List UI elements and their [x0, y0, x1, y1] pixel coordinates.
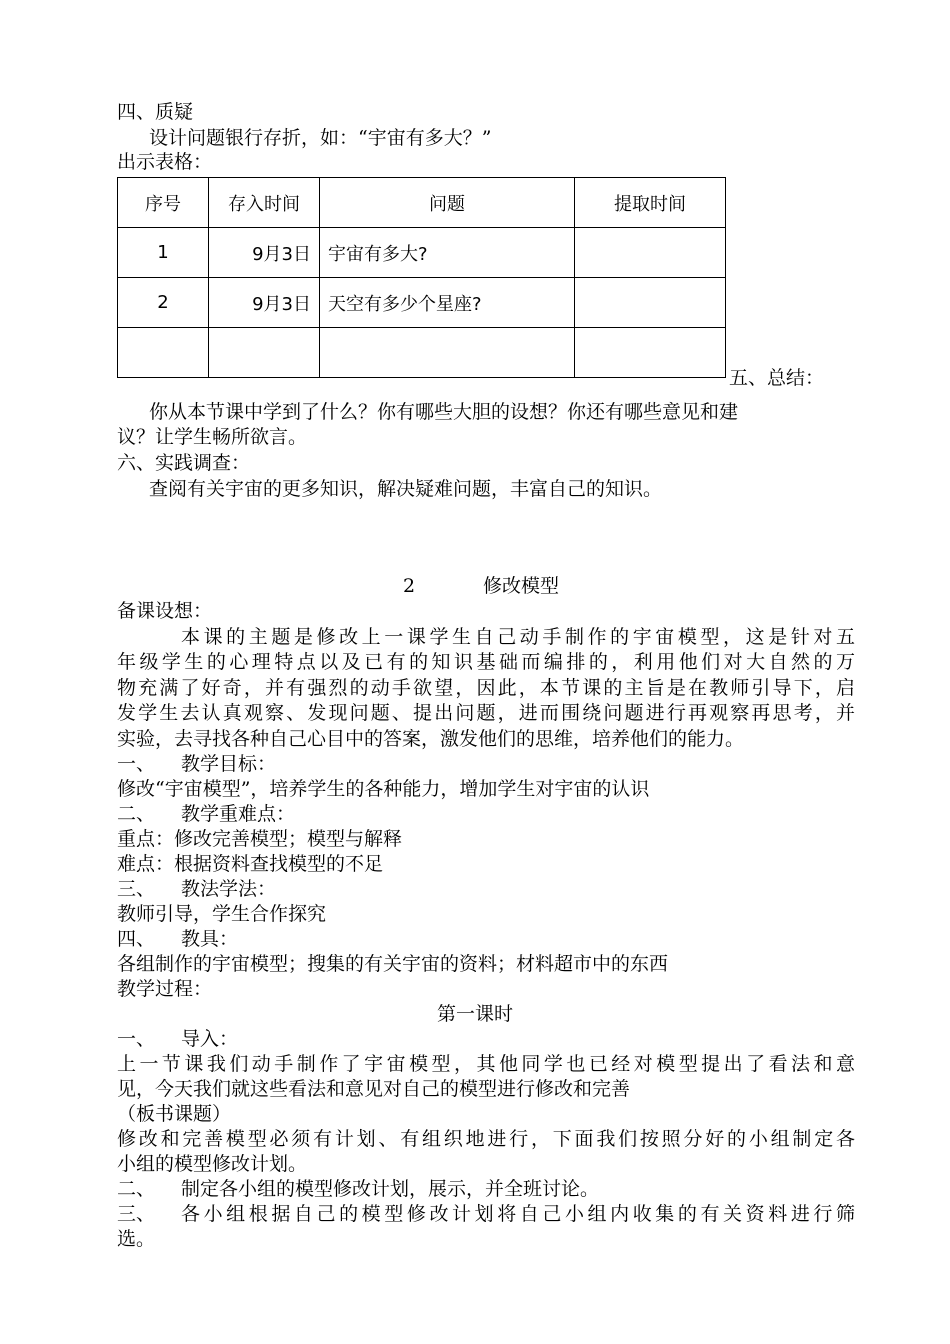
section6-heading: 六、实践调查：: [117, 452, 251, 474]
section6-text: 查阅有关宇宙的更多知识，解决疑难问题，丰富自己的知识。: [149, 478, 663, 500]
intro-line2: 见，今天我们就这些看法和意见对自己的模型进行修改和完善: [117, 1078, 631, 1100]
table-header-row: [118, 178, 726, 228]
cell-question: [320, 328, 575, 378]
step2-text: 制定各小组的模型修改计划，展示，并全班讨论。: [181, 1178, 600, 1200]
cell-withdraw-time: [575, 278, 726, 328]
tools-text: 各组制作的宇宙模型；搜集的有关宇宙的资料；材料超市中的东西: [117, 953, 669, 975]
board-note: （板书课题）: [117, 1103, 232, 1125]
intro-line1: 上一节课我们动手制作了宇宙模型，其他同学也已经对模型提出了看法和意: [117, 1053, 855, 1075]
intro-number: 一、: [117, 1028, 156, 1050]
cell-question: 宇宙有多大?: [320, 228, 575, 278]
key-number: 二、: [117, 803, 156, 825]
section4-intro: 设计问题银行存折，如：“宇宙有多大？”: [149, 127, 492, 149]
prep-line: 年级学生的心理特点以及已有的知识基础而编排的，利用他们对大自然的万: [117, 651, 855, 673]
section5-heading: 五、总结：: [729, 367, 825, 389]
step3-line1: 各小组根据自己的模型修改计划将自己小组内收集的有关资料进行筛: [181, 1203, 855, 1225]
intro-heading: 导入：: [181, 1028, 239, 1050]
cell-deposit-time: [209, 328, 320, 378]
goal-heading: 教学目标：: [181, 753, 277, 775]
cell-withdraw-time: [575, 228, 726, 278]
method-text: 教师引导，学生合作探究: [117, 903, 327, 925]
tools-number: 四、: [117, 928, 156, 950]
section5-line1: 你从本节课中学到了什么？你有哪些大胆的设想？你还有哪些意见和建: [149, 401, 739, 423]
prep-line: 发学生去认真观察、发现问题、提出问题，进而围绕问题进行再观察再思考，并: [117, 702, 855, 724]
cell-deposit-time: 9月3日: [209, 228, 320, 278]
cell-serial: 1: [118, 228, 209, 278]
cell-serial: 2: [118, 278, 209, 328]
prep-heading: 备课设想：: [117, 600, 213, 622]
method-heading: 教法学法：: [181, 878, 277, 900]
cell-serial: [118, 328, 209, 378]
cell-question: 天空有多少个星座?: [320, 278, 575, 328]
header-serial: 序号: [118, 178, 209, 228]
lesson-title: 修改模型: [483, 575, 560, 597]
cell-withdraw-time: [575, 328, 726, 378]
table-row: [118, 328, 726, 378]
goal-text: 修改“宇宙模型”，培养学生的各种能力，增加学生对宇宙的认识: [117, 778, 650, 800]
lesson-number: 2: [403, 575, 416, 597]
header-withdraw-time: 提取时间: [575, 178, 726, 228]
step2-number: 二、: [117, 1178, 156, 1200]
table-row: [118, 228, 726, 278]
process-heading: 教学过程：: [117, 978, 213, 1000]
difficult-point: 难点：根据资料查找模型的不足: [117, 853, 384, 875]
goal-number: 一、: [117, 753, 156, 775]
key-heading: 教学重难点：: [181, 803, 296, 825]
prep-line: 本课的主题是修改上一课学生自己动手制作的宇宙模型，这是针对五: [181, 626, 855, 648]
plan-line2: 小组的模型修改计划。: [117, 1153, 308, 1175]
step3-line2: 选。: [117, 1228, 156, 1250]
prep-line: 物充满了好奇，并有强烈的动手欲望，因此，本节课的主旨是在教师引导下，启: [117, 677, 855, 699]
table-label: 出示表格：: [117, 151, 213, 173]
question-bank-table: [117, 177, 726, 378]
table-row: [118, 278, 726, 328]
period-title: 第一课时: [436, 1003, 513, 1025]
section4-heading: 四、质疑: [117, 101, 194, 123]
section5-line2: 议？让学生畅所欲言。: [117, 426, 308, 448]
step3-number: 三、: [117, 1203, 156, 1225]
key-point: 重点：修改完善模型；模型与解释: [117, 828, 403, 850]
prep-line: 实验，去寻找各种自己心目中的答案，激发他们的思维，培养他们的能力。: [117, 728, 745, 750]
plan-line1: 修改和完善模型必须有计划、有组织地进行，下面我们按照分好的小组制定各: [117, 1128, 855, 1150]
method-number: 三、: [117, 878, 156, 900]
header-deposit-time: 存入时间: [209, 178, 320, 228]
header-question: 问题: [320, 178, 575, 228]
cell-deposit-time: 9月3日: [209, 278, 320, 328]
tools-heading: 教具：: [181, 928, 239, 950]
